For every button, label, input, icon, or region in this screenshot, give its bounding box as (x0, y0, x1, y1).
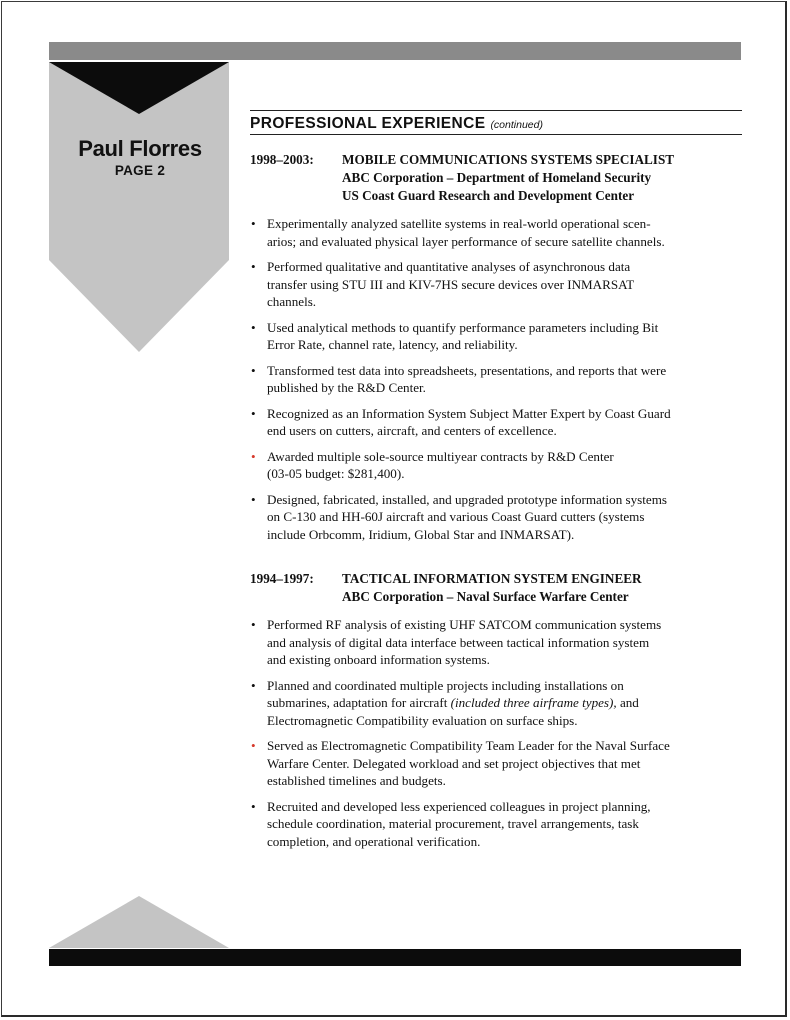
bullet-item: • Planned and coordinated multiple projects including installations on submarines, adaptation for aircraft (included three airframe types), and Electromagnetic Compatibility evaluation on surface ships. (251, 677, 639, 728)
bullet-icon-red: • (251, 738, 256, 753)
job-bullets (250, 616, 742, 850)
candidate-name: Paul Florres (78, 136, 202, 161)
bottom-bar (49, 949, 741, 966)
bullet-icon: • (251, 617, 256, 632)
job-header (250, 151, 742, 205)
section-rule-bottom (250, 134, 742, 135)
bullet-icon-red: • (251, 448, 256, 464)
job-title: MOBILE COMMUNICATIONS SYSTEMS SPECIALIST (342, 152, 675, 167)
section-title-text: PROFESSIONAL EXPERIENCE (250, 115, 486, 132)
job-title: TACTICAL INFORMATION SYSTEM ENGINEER (342, 571, 642, 586)
job-org-sub: US Coast Guard Research and Development Center (342, 188, 635, 203)
bullet-item: • Transformed test data into spreadsheets, presentations, and reports that were published by the R&D Center. (251, 362, 667, 395)
bullet-item: • Recognized as an Information System Subject Matter Expert by Coast Guard end users on cutters, aircraft, and centers of excellence. (251, 405, 671, 438)
section-rule-top (250, 110, 742, 111)
bullet-icon: • (251, 491, 256, 507)
bullet-item: • Used analytical methods to quantify performance parameters including Bit Error Rate, channel rate, latency, and reliability. (251, 319, 659, 352)
bullet-icon: • (251, 405, 256, 421)
job-org: ABC Corporation – Naval Surface Warfare Center (342, 589, 629, 604)
job-bullets (250, 215, 742, 543)
bottom-triangle (49, 896, 229, 948)
job-header (250, 570, 742, 606)
job-dates: 1998–2003: (250, 152, 314, 167)
bullet-icon: • (251, 362, 256, 378)
bullet-icon: • (251, 259, 256, 274)
job-entry (250, 151, 742, 551)
job-dates: 1994–1997: (250, 571, 314, 586)
bullet-item: • Designed, fabricated, installed, and upgraded prototype information systems on C-130 and HH-60J aircraft and various Coast Guard cutters (systems include Orbcomm, Iridium, Global Star and INMARSAT). (251, 491, 667, 542)
section-continued: (continued) (490, 119, 543, 131)
page-number: PAGE 2 (114, 163, 166, 178)
bullet-item: • Recruited and developed less experienced colleagues in project planning, schedule coordination, material procurement, travel arrangements, task completion, and operational verification. (251, 798, 651, 849)
section-title (250, 115, 543, 133)
bullet-icon: • (251, 677, 256, 693)
bullet-icon: • (251, 216, 256, 231)
bullet-item: • Experimentally analyzed satellite systems in real-world operational scen- arios; and evaluated physical layer performance of secure satellite channels. (251, 216, 665, 249)
bullet-icon: • (251, 798, 256, 814)
bullet-item: • Awarded multiple sole-source multiyear contracts by R&D Center (03-05 budget: $281,400). (251, 448, 614, 481)
bullet-item: • Served as Electromagnetic Compatibility Team Leader for the Naval Surface Warfare Center. Delegated workload and set project objectives that met established timelines and budgets. (251, 738, 670, 788)
bullet-item: • Performed qualitative and quantitative analyses of asynchronous data transfer using STU III and KIV-7HS secure devices over INMARSAT channels. (251, 259, 635, 309)
job-entry (250, 570, 742, 858)
bullet-item: • Performed RF analysis of existing UHF SATCOM communication systems and analysis of digital data interface between tactical information system and existing onboard information systems. (251, 617, 662, 667)
bullet-icon: • (251, 319, 256, 335)
job-org: ABC Corporation – Department of Homeland Security (342, 170, 652, 185)
